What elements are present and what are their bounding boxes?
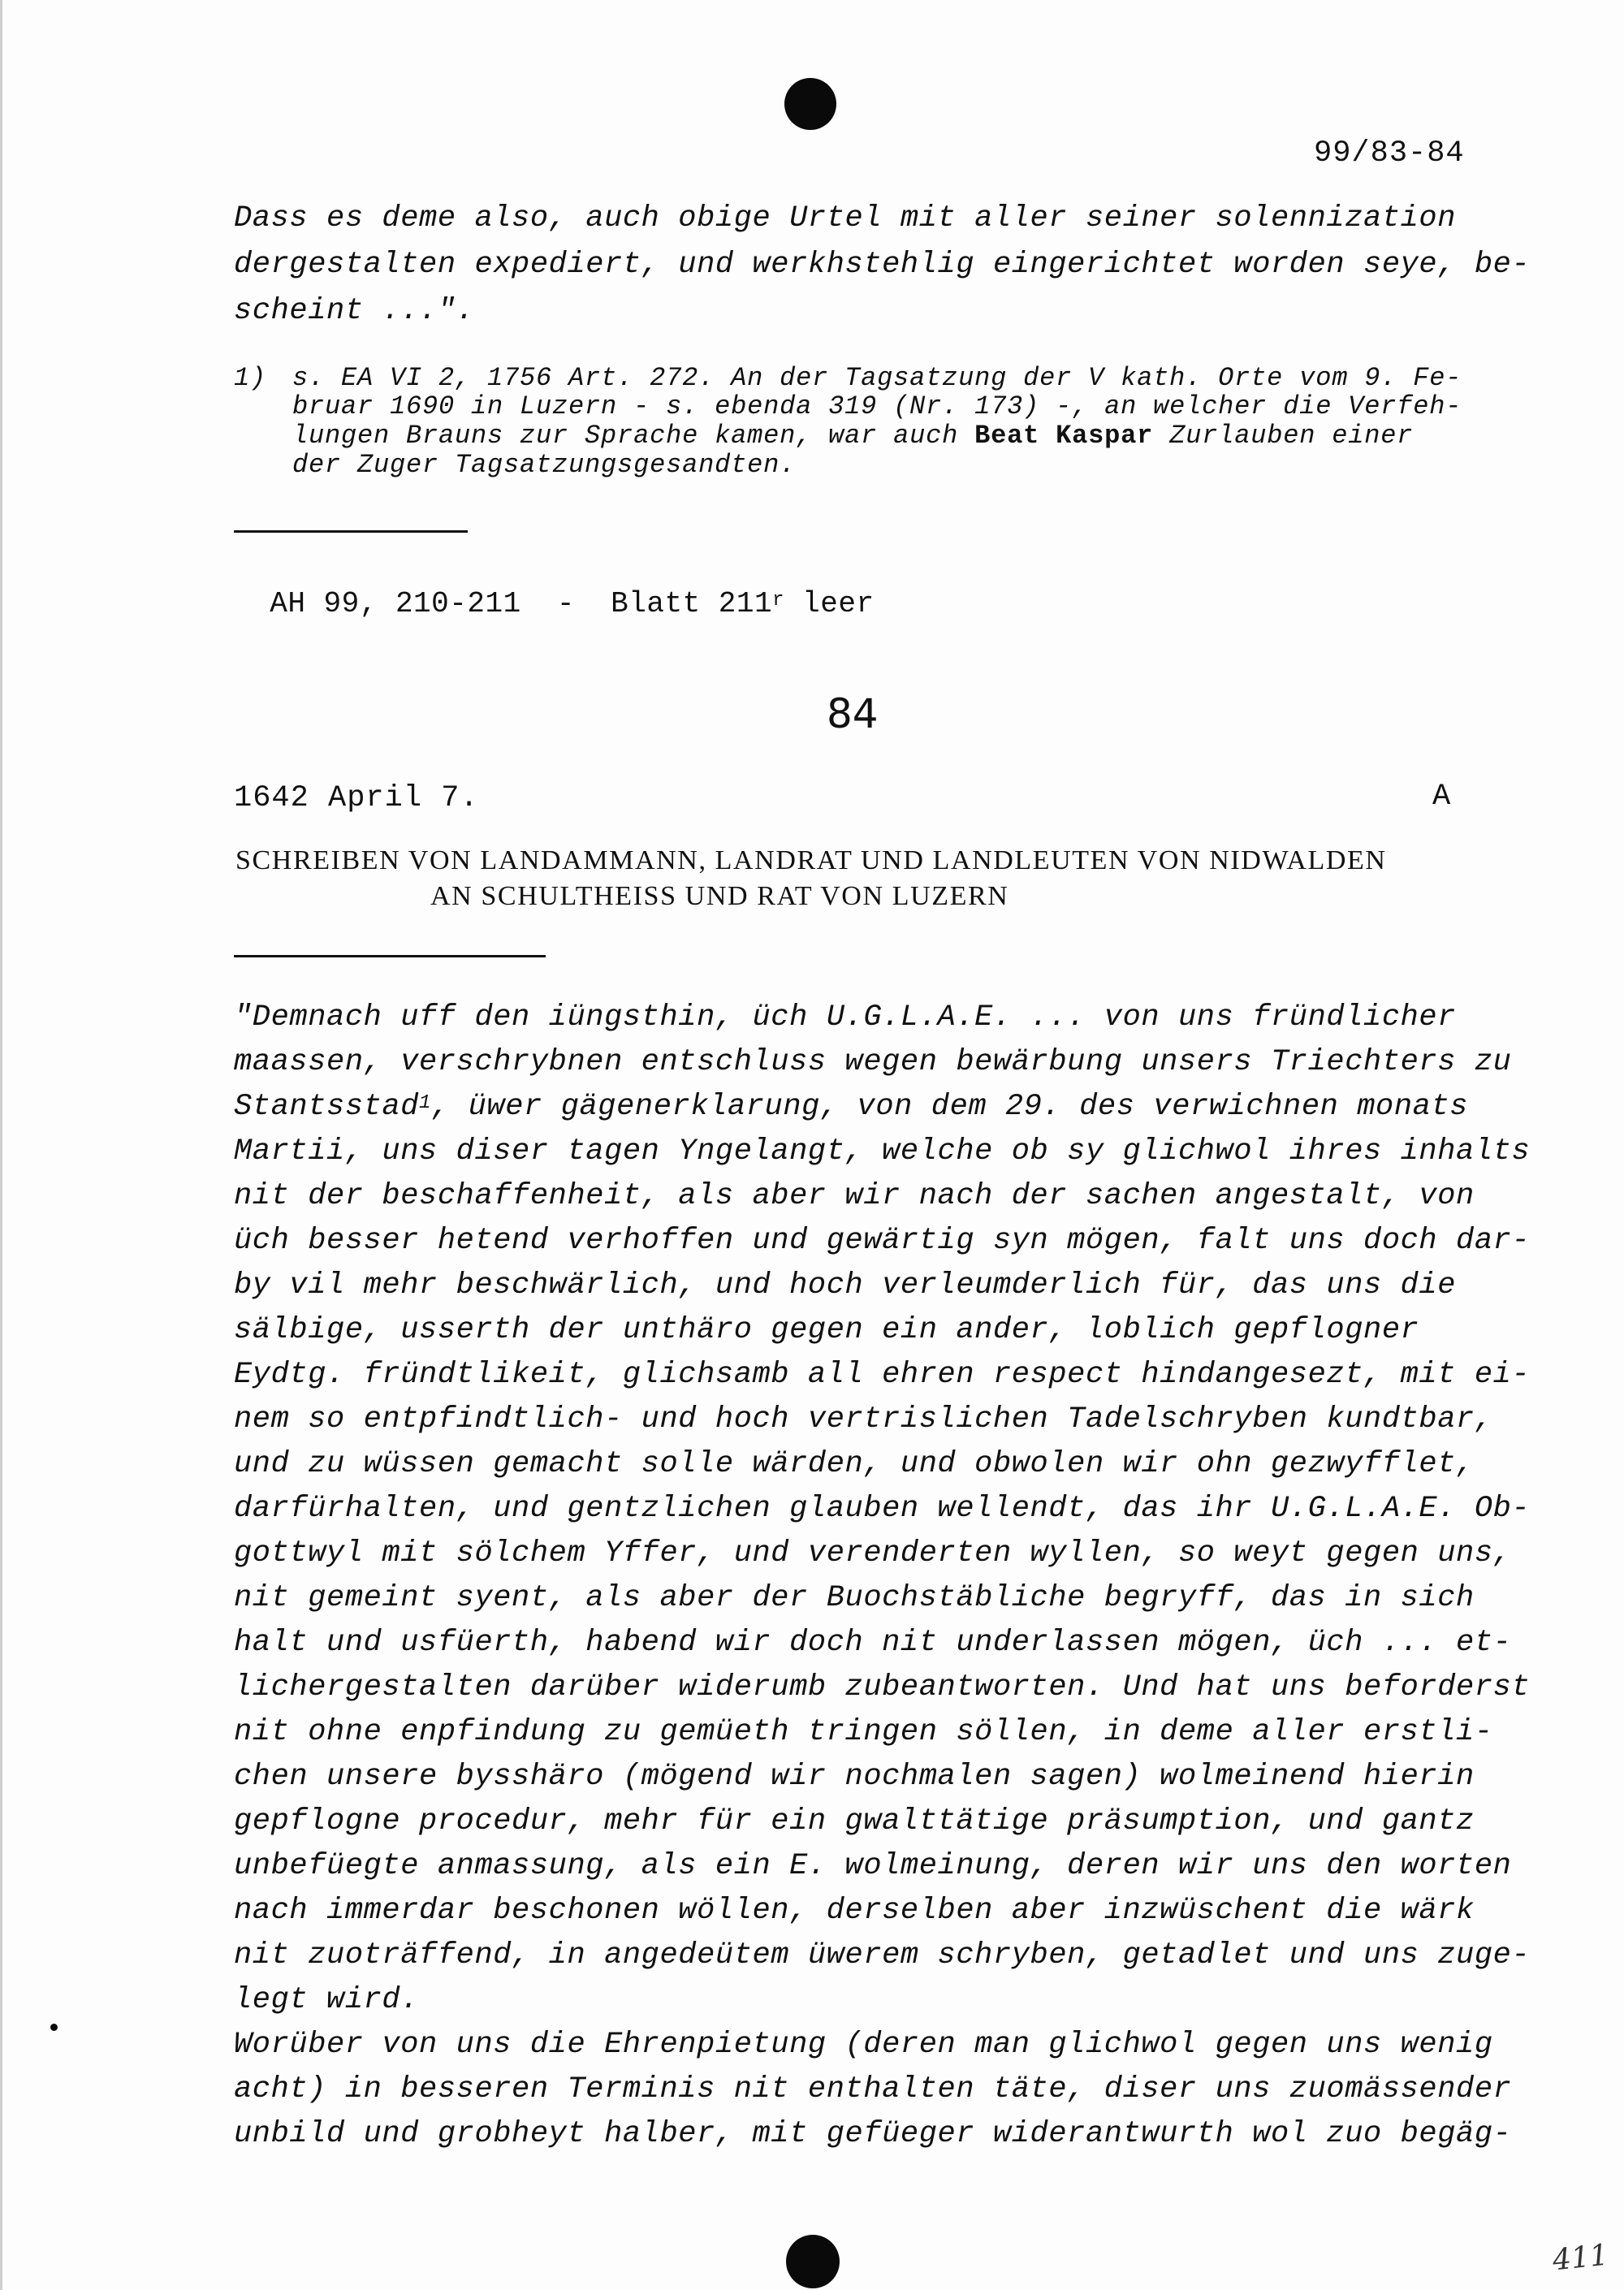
handwritten-page-number: 411 — [1551, 2238, 1610, 2278]
body-line: lichergestalten darüber widerumb zubeantworten. Und hat uns beforderst — [234, 1670, 1531, 1705]
footnote-ref: 1 — [419, 1092, 432, 1114]
footnote-text: Zurlauben einer — [1169, 421, 1414, 451]
body-line: halt und usfüerth, habend wir doch nit underlassen mögen, üch ... et- — [234, 1626, 1512, 1660]
footnote-line: der Zuger Tagsatzungsgesandten. — [292, 450, 797, 480]
body-line: und zu wüssen gemacht solle wärden, und obwolen wir ohn gezwyfflet, — [234, 1447, 1475, 1481]
body-line: chen unsere bysshäro (mögend wir nochmalen sagen) wolmeinend hierin — [234, 1760, 1475, 1794]
body-line — [234, 1090, 1468, 1124]
source-text: AH 99, 210-211 - Blatt 211 — [270, 587, 773, 620]
footnote-line: bruar 1690 in Luzern - s. ebenda 319 (Nr. 173) -, an welcher die Verfeh- — [292, 391, 1462, 421]
body-line: "Demnach uff den iüngsthin, üch U.G.L.A.E. ... von uns fründlicher — [234, 1000, 1457, 1035]
body-line: nit ohne enpfindung zu gemüeth tringen söllen, in deme aller erstli- — [234, 1715, 1493, 1749]
intro-line: scheint ...". — [234, 294, 475, 328]
body-line: darfürhalten, und gentzlichen glauben wellendt, das ihr U.G.L.A.E. Ob- — [234, 1492, 1531, 1526]
body-line: nit der beschaffenheit, als aber wir nach der sachen angestalt, von — [234, 1179, 1475, 1213]
divider — [234, 955, 546, 957]
page-reference: 99/83-84 — [1314, 136, 1465, 171]
body-line: Martii, uns diser tagen Yngelangt, welche ob sy glichwol ihres inhalts — [234, 1134, 1531, 1169]
body-line: acht) in besseren Terminis nit enthalten täte, diser uns zuomässender — [234, 2072, 1512, 2106]
body-line: nit gemeint syent, als aber der Buochstäbliche begryff, das in sich — [234, 1581, 1475, 1615]
body-line: legt wird. — [234, 1983, 420, 2017]
body-text: , üwer gägenerklarung, von dem 29. des verwichnen monats — [431, 1090, 1469, 1124]
source-suffix: leer — [784, 587, 875, 620]
intro-line: dergestalten expediert, und werkhstehlig eingerichtet worden seye, be- — [234, 248, 1531, 282]
body-line: nit zuoträffend, in angedeütem üwerem schryben, getadlet und uns zuge- — [234, 1938, 1531, 1972]
source-sup: r — [772, 590, 785, 611]
body-line: Worüber von uns die Ehrenpietung (deren man glichwol gegen uns wenig — [234, 2028, 1493, 2062]
document-number: 84 — [827, 690, 879, 737]
punch-hole-top — [784, 78, 836, 130]
source-line — [234, 554, 875, 620]
margin-speck — [50, 2024, 58, 2031]
document-heading-line: SCHREIBEN VON LANDAMMANN, LANDRAT UND LANDLEUTEN VON NIDWALDEN — [235, 845, 1387, 875]
body-line: unbefüegte anmassung, als ein E. wolmeinung, deren wir uns den worten — [234, 1849, 1512, 1883]
document-heading-line: AN SCHULTHEISS UND RAT VON LUZERN — [430, 881, 1009, 911]
intro-line: Dass es deme also, auch obige Urtel mit aller seiner solennization — [234, 201, 1457, 235]
footnote-line: s. EA VI 2, 1756 Art. 272. An der Tagsatzung der V kath. Orte vom 9. Fe- — [292, 363, 1462, 393]
document-date: 1642 April 7. — [234, 781, 479, 815]
body-line: nem so entpfindtlich- und hoch vertrislichen Tadelschryben kundtbar, — [234, 1402, 1493, 1437]
body-line: unbild und grobheyt halber, mit gefüeger widerantwurth wol zuo begäg- — [234, 2117, 1512, 2151]
footnote-marker: 1) — [234, 363, 267, 393]
body-line: üch besser hetend verhoffen und gewärtig syn mögen, falt uns doch dar- — [234, 1224, 1531, 1258]
body-line: gottwyl mit sölchem Yffer, und verenderten wyllen, so weyt gegen uns, — [234, 1536, 1512, 1571]
footnote-text: lungen Brauns zur Sprache kamen, war auch — [292, 421, 975, 451]
body-line: sälbige, usserth der unthäro gegen ein ander, loblich gepflogner — [234, 1313, 1419, 1347]
footnote-line — [292, 421, 1413, 451]
body-line: by vil mehr beschwärlich, und hoch verleumderlich für, das uns die — [234, 1268, 1457, 1303]
divider — [234, 530, 468, 533]
left-margin-edge — [0, 0, 2, 2290]
body-line: nach immerdar beschonen wöllen, derselben aber inzwüschent die wärk — [234, 1894, 1475, 1928]
body-text: Stantsstad — [234, 1090, 420, 1124]
punch-hole-bottom — [786, 2235, 840, 2288]
body-line: Eydtg. fründtlikeit, glichsamb all ehren respect hindangesezt, mit ei- — [234, 1358, 1531, 1392]
footnote-bold-name: Beat Kaspar — [974, 421, 1154, 451]
body-line: maassen, verschrybnen entschluss wegen bewärbung unsers Triechters zu — [234, 1045, 1512, 1079]
document-type: A — [1432, 780, 1451, 814]
body-line: gepflogne procedur, mehr für ein gwalttätige präsumption, und gantz — [234, 1804, 1475, 1838]
